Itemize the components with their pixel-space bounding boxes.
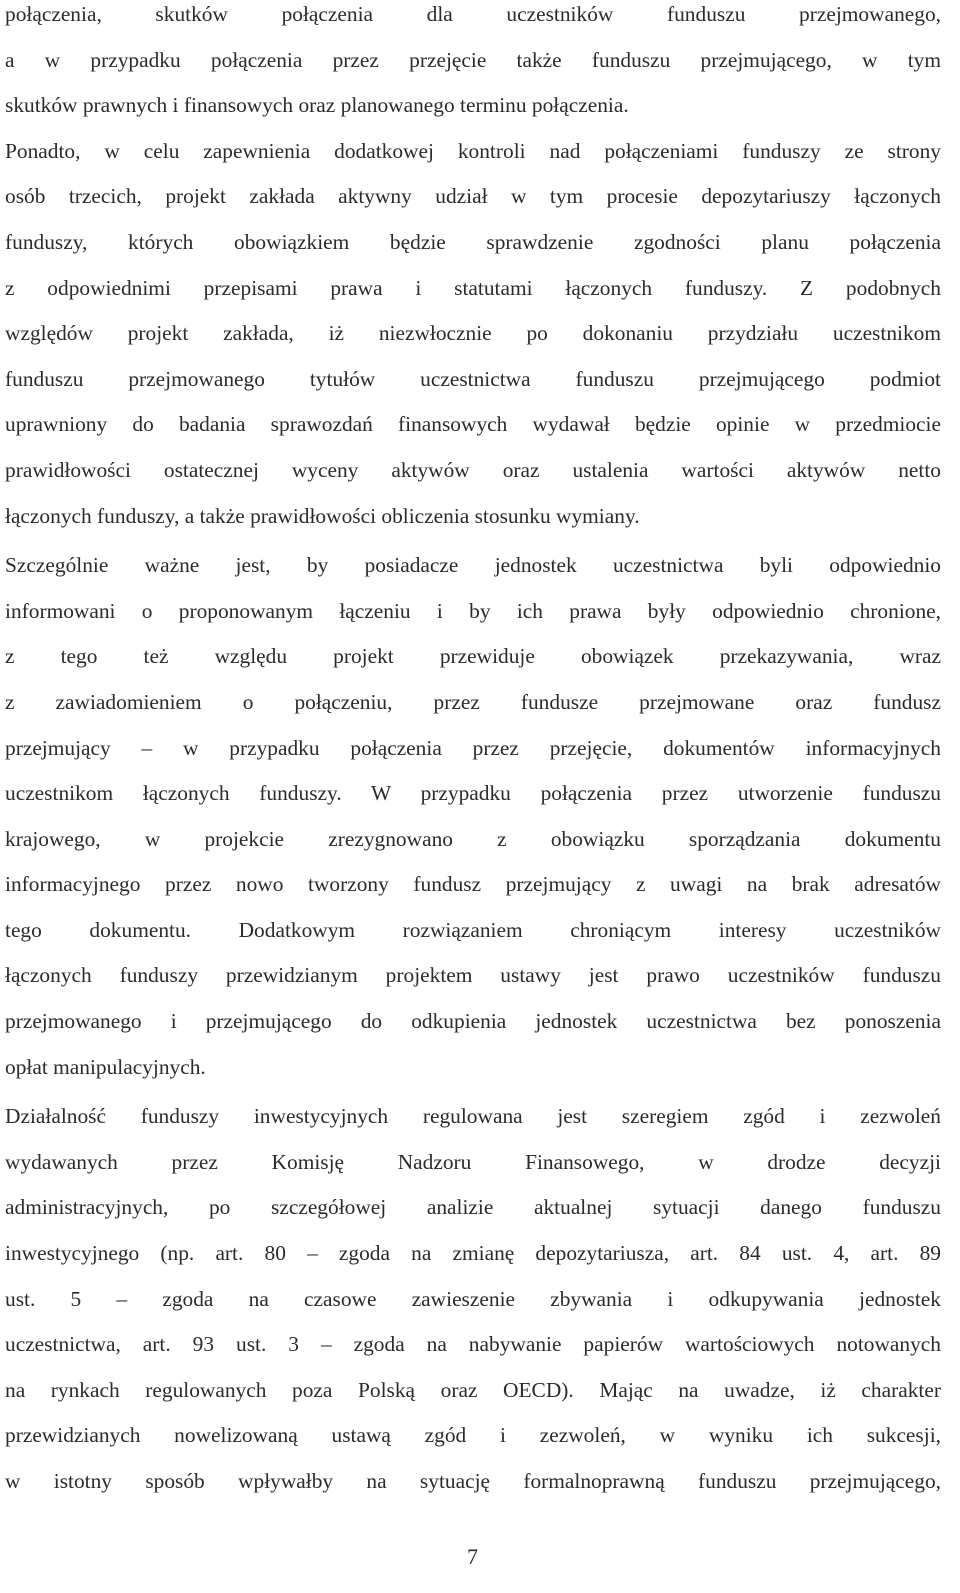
page-number: 7 <box>467 1544 478 1569</box>
text-line: względów projekt zakłada, iż niezwłocznie po dokonaniu przydziału uczestnikom <box>5 321 941 346</box>
text-line: na rynkach regulowanych poza Polską oraz OECD). Mając na uwadze, iż charakter <box>5 1377 941 1402</box>
text-line: łączonych funduszy, a także prawidłowości obliczenia stosunku wymiany. <box>5 503 640 528</box>
text-line: Szczególnie ważne jest, by posiadacze jednostek uczestnictwa byli odpowiednio <box>5 553 941 578</box>
text-line: połączenia, skutków połączenia dla uczestników funduszu przejmowanego, <box>5 2 941 26</box>
text-line: a w przypadku połączenia przez przejęcie także funduszu przejmującego, w tym <box>5 47 941 72</box>
text-line: uczestnikom łączonych funduszy. W przypadku połączenia przez utworzenie funduszu <box>5 781 941 806</box>
text-line: prawidłowości ostatecznej wyceny aktywów oraz ustalenia wartości aktywów netto <box>5 457 941 482</box>
text-line: z tego też względu projekt przewiduje obowiązek przekazywania, wraz <box>5 644 941 669</box>
text-line: informowani o proponowanym łączeniu i by ich prawa były odpowiednio chronione, <box>5 598 941 623</box>
text-line: skutków prawnych i finansowych oraz planowanego terminu połączenia. <box>5 93 629 118</box>
text-line: uczestnictwa, art. 93 ust. 3 – zgoda na nabywanie papierów wartościowych notowanych <box>5 1332 941 1357</box>
paragraph-1 <box>5 0 941 136</box>
text-line: ust. 5 – zgoda na czasowe zawieszenie zbywania i odkupywania jednostek <box>5 1286 941 1311</box>
text-line: krajowego, w projekcie zrezygnowano z obowiązku sporządzania dokumentu <box>5 826 941 851</box>
text-line: Działalność funduszy inwestycyjnych regulowana jest szeregiem zgód i zezwoleń <box>5 1104 941 1129</box>
text-line: opłat manipulacyjnych. <box>5 1054 206 1079</box>
paragraph-2 <box>5 136 941 546</box>
text-line: wydawanych przez Komisję Nadzoru Finansowego, w drodze decyzji <box>5 1149 941 1174</box>
text-line: w istotny sposób wpływałby na sytuację formalnoprawną funduszu przejmującego, <box>5 1469 941 1493</box>
text-line: funduszy, których obowiązkiem będzie sprawdzenie zgodności planu połączenia <box>5 229 941 254</box>
text-line: tego dokumentu. Dodatkowym rozwiązaniem chroniącym interesy uczestników <box>5 917 941 942</box>
text-line: łączonych funduszy przewidzianym projektem ustawy jest prawo uczestników funduszu <box>5 963 941 988</box>
text-line: z odpowiednimi przepisami prawa i statutami łączonych funduszy. Z podobnych <box>5 275 941 300</box>
text-line: Ponadto, w celu zapewnienia dodatkowej kontroli nad połączeniami funduszy ze strony <box>5 138 941 163</box>
text-line: z zawiadomieniem o połączeniu, przez fundusze przejmowane oraz fundusz <box>5 689 941 714</box>
text-line: administracyjnych, po szczegółowej analizie aktualnej sytuacji danego funduszu <box>5 1195 941 1220</box>
paragraph-4 <box>5 1101 941 1511</box>
text-line: przejmujący – w przypadku połączenia przez przejęcie, dokumentów informacyjnych <box>5 735 941 760</box>
text-line: uprawniony do badania sprawozdań finansowych wydawał będzie opinie w przedmiocie <box>5 412 941 437</box>
paragraph-3 <box>5 550 941 1097</box>
text-line: przewidzianych nowelizowaną ustawą zgód i zezwoleń, w wyniku ich sukcesji, <box>5 1423 941 1448</box>
text-line: przejmowanego i przejmującego do odkupienia jednostek uczestnictwa bez ponoszenia <box>5 1009 941 1034</box>
text-line: osób trzecich, projekt zakłada aktywny udział w tym procesie depozytariuszy łączonych <box>5 184 941 209</box>
text-line: informacyjnego przez nowo tworzony fundusz przejmujący z uwagi na brak adresatów <box>5 872 941 897</box>
text-line: inwestycyjnego (np. art. 80 – zgoda na zmianę depozytariusza, art. 84 ust. 4, art. 89 <box>5 1241 941 1266</box>
text-line: funduszu przejmowanego tytułów uczestnictwa funduszu przejmującego podmiot <box>5 366 941 391</box>
body-text <box>5 0 941 1512</box>
